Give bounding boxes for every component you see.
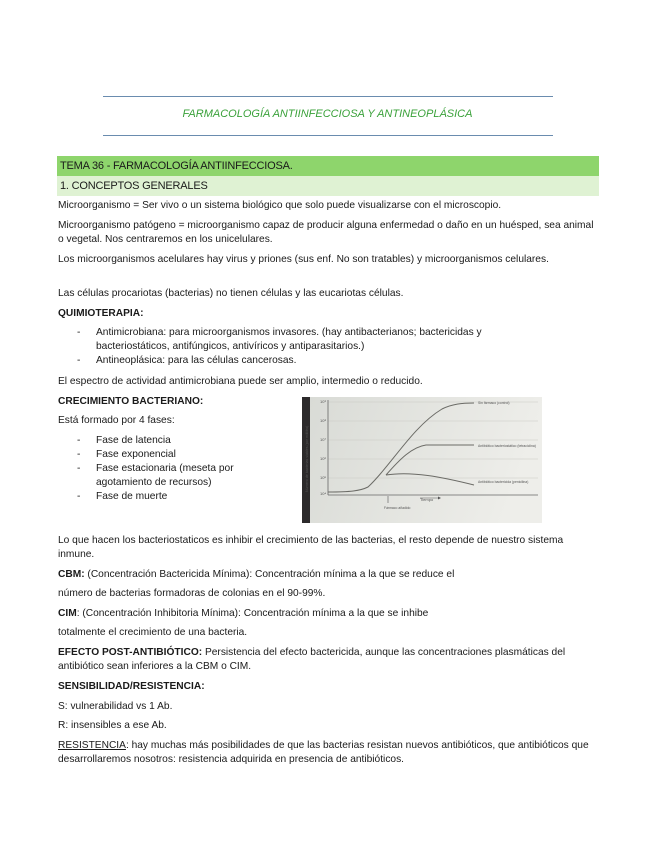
paragraph-espectro: El espectro de actividad antimicrobiana puede ser amplio, intermedio o reducido. — [58, 376, 423, 387]
paragraph-cim-cont: totalmente el crecimiento de una bacteria. — [58, 627, 248, 638]
resistencia-text: : hay muchas más posibilidades de que las bacterias resistan nuevos antibióticos, que antibióticos que desarrollaremos nosotros: resistencia adquirida en presencia de antibióticos. — [58, 740, 589, 765]
top-rule — [103, 96, 553, 97]
cim-text: : (Concentración Inhibitoria Mínima): Concentración mínima a la que se inhibe — [76, 608, 429, 619]
sensible-line: S: vulnerabilidad vs 1 Ab. — [58, 701, 173, 712]
list-item: - Antimicrobiana: para microorganismos invasores. (hay antibacterianos; bactericidas y bacteriostáticos, antifúngicos, antivíricos y antiparasitarios.) — [58, 326, 558, 354]
tick-label: 10⁶ — [320, 456, 327, 461]
section-heading: TEMA 36 - FARMACOLOGÍA ANTIINFECCIOSA. — [57, 156, 599, 176]
post-label: EFECTO POST-ANTIBIÓTICO: — [58, 647, 203, 658]
sensibilidad-heading: SENSIBILIDAD/RESISTENCIA: — [58, 681, 205, 692]
curve-label-bacteriostatic: Antibiótico bacteriostático (tetraciclina) — [478, 444, 536, 448]
tick-label: 10⁹ — [320, 399, 327, 404]
post-text: Persistencia del efecto bactericida, aunque las concentraciones plasmáticas del antibiótico sean inferiores a la CBM o CIM. — [58, 647, 566, 672]
figure-arrow-label: Fármaco añadido — [384, 506, 411, 510]
list-item: - Antineoplásica: para las células cancerosas. — [58, 354, 558, 368]
tick-label: 10⁸ — [320, 418, 327, 423]
section-subheading: 1. CONCEPTOS GENERALES — [57, 176, 599, 196]
paragraph-cbm-cont: número de bacterias formadoras de colonias en el 90-99%. — [58, 588, 326, 599]
bacterial-growth-figure — [302, 397, 542, 523]
paragraph-resistencia — [58, 739, 598, 767]
cim-label: CIM — [58, 608, 77, 619]
list-item: - Fase de latencia — [58, 434, 288, 448]
paragraph-patogeno: Microorganismo patógeno = microorganismo capaz de producir alguna enfermedad o daño en un huésped, sea animal o vegetal. Nos centraremos en los unicelulares. — [58, 220, 594, 245]
cbm-text: (Concentración Bactericida Mínima): Concentración mínima a la que se reduce el — [84, 569, 455, 580]
paragraph-procariotas: Las células procariotas (bacterias) no tienen células y las eucariotas células. — [58, 288, 404, 299]
paragraph-bacteriostaticos: Lo que hacen los bacteriostaticos es inhibir el crecimiento de las bacterias, el resto depende de nuestro sistema inmune. — [58, 535, 564, 560]
figure-x-label: Tiempo — [420, 497, 434, 502]
bottom-rule — [103, 135, 553, 136]
cbm-label: CBM: — [58, 569, 85, 580]
resistente-line: R: insensibles a ese Ab. — [58, 720, 167, 731]
paragraph-microorganismo: Microorganismo = Ser vivo o un sistema biológico que solo puede visualizarse con el microscopio. — [58, 200, 502, 211]
phases-list — [58, 434, 288, 504]
paragraph-cbm — [58, 568, 598, 582]
tick-label: 10⁷ — [320, 437, 326, 442]
figure-paper — [310, 397, 542, 523]
curve-label-bactericidal: Antibiótico bactericida (penicilina) — [478, 480, 529, 484]
curve-label-control: Sin fármaco (control) — [478, 401, 510, 405]
paragraph-acelulares: Los microorganismos acelulares hay virus y priones (sus enf. No son tratables) y microorganismos celulares. — [58, 254, 549, 265]
paragraph-post-antibiotico — [58, 646, 598, 674]
list-item: - Fase estacionaria (meseta por agotamiento de recursos) — [58, 462, 288, 490]
figure-y-label: Número de bacterias viables (por mililitro) — [305, 425, 309, 492]
resistencia-label: RESISTENCIA — [58, 740, 126, 751]
list-item: - Fase exponencial — [58, 448, 288, 462]
crecimiento-heading: CRECIMIENTO BACTERIANO: — [58, 396, 204, 407]
paragraph-cim — [58, 607, 598, 621]
quimioterapia-heading: QUIMIOTERAPIA: — [58, 308, 144, 319]
quimioterapia-list — [58, 326, 558, 368]
crecimiento-intro: Está formado por 4 fases: — [58, 415, 175, 426]
document-title: FARMACOLOGÍA ANTIINFECCIOSA Y ANTINEOPLÁSICA — [182, 108, 473, 120]
list-item: - Fase de muerte — [58, 490, 288, 504]
tick-label: 10⁵ — [320, 475, 327, 480]
tick-label: 10⁴ — [320, 491, 327, 496]
